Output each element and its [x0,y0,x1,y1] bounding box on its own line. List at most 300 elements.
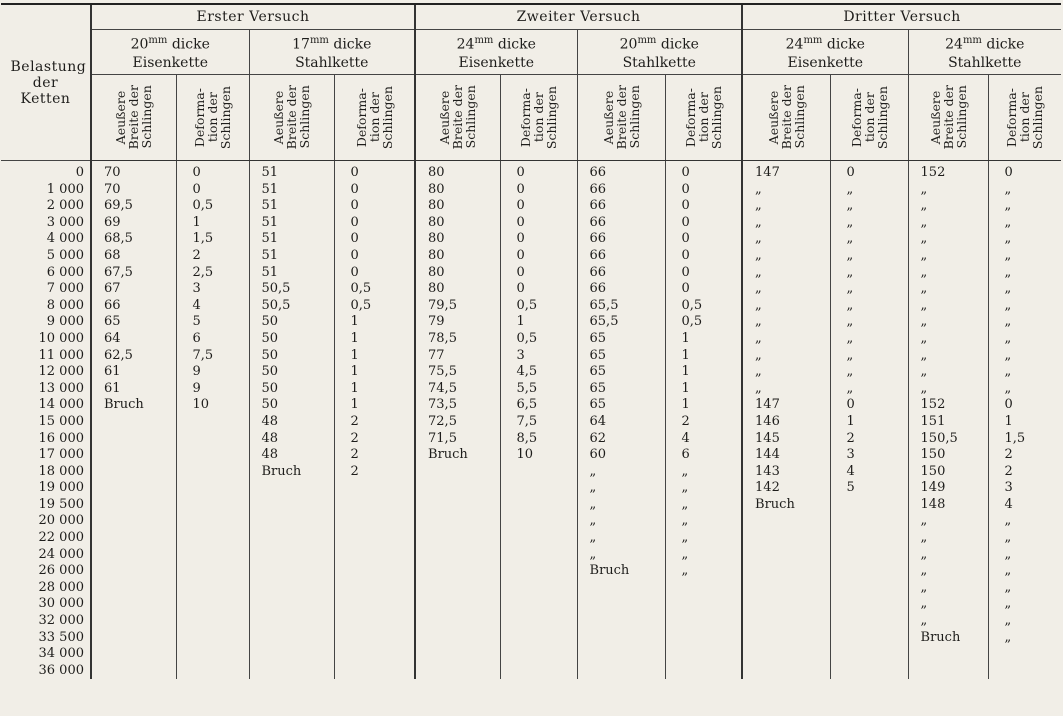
deform-cell: 0 [830,161,908,182]
deform-cell [500,630,577,647]
width-cell: „ [742,265,830,282]
deform-cell [334,530,415,547]
width-cell: 64 [577,414,665,431]
deform-cell: 0 [500,231,577,248]
deform-cell: 1 [830,414,908,431]
group-header-3: Dritter Versuch [742,4,1061,30]
width-cell: 68 [91,248,176,265]
chain-size-line [578,31,742,55]
deform-cell: 0,5 [500,331,577,348]
width-cell: „ [742,198,830,215]
width-cell: Bruch [742,497,830,514]
table-row [1,464,1061,481]
deform-cell: 0 [665,248,742,265]
deform-cell [334,513,415,530]
deform-cell [176,480,249,497]
width-cell: 66 [577,265,665,282]
deform-cell [500,580,577,597]
deform-cell [176,613,249,630]
chain-header-1 [91,30,249,75]
deform-cell: 1 [334,381,415,398]
deform-cell: „ [988,314,1061,331]
width-cell: „ [742,331,830,348]
deform-cell [830,596,908,613]
width-cell: 66 [577,281,665,298]
deform-cell [176,447,249,464]
width-cell [415,646,500,663]
deform-cell: 0 [665,161,742,182]
table-row [1,563,1061,580]
chain-header-row [1,30,1061,75]
deform-cell [176,630,249,647]
width-cell: 150 [908,447,988,464]
deform-cell [988,646,1061,663]
deform-cell: „ [988,530,1061,547]
load-cell: 6 000 [46,264,84,280]
width-cell [249,563,334,580]
table-row [1,281,1061,298]
width-cell: 48 [249,431,334,448]
load-cell: 19 000 [38,480,84,496]
width-cell: 65 [577,331,665,348]
chain-header-5 [742,30,908,75]
table-row [1,663,1061,680]
width-cell: 69 [91,215,176,232]
width-cell: 80 [415,231,500,248]
table-row [1,630,1061,647]
deform-cell [830,663,908,680]
width-cell: „ [742,182,830,199]
load-column-header [1,4,91,161]
deform-cell: 0 [176,182,249,199]
width-cell: „ [742,348,830,365]
table-row [1,215,1061,232]
width-cell: 65,5 [577,298,665,315]
load-header-text: Belastung der Ketten [10,58,87,107]
deform-cell: 0 [334,215,415,232]
deform-cell [176,513,249,530]
deform-cell: 1 [500,314,577,331]
deform-cell: „ [988,182,1061,199]
width-cell: „ [908,198,988,215]
width-subheader-2 [249,75,334,161]
deform-subheader-6 [988,75,1061,161]
width-cell: 145 [742,431,830,448]
deform-cell: „ [988,364,1061,381]
chain-type: Eisenkette [132,55,208,72]
width-cell [742,563,830,580]
deform-cell: 1 [176,215,249,232]
deform-cell [176,580,249,597]
deform-cell: „ [988,563,1061,580]
load-cell: 3 000 [46,214,84,230]
width-cell: 142 [742,480,830,497]
width-cell [415,630,500,647]
width-cell: 152 [908,161,988,182]
deform-label: Deforma- tion der Schlingen [682,85,724,150]
deform-cell: 4 [988,497,1061,514]
deform-cell: „ [988,298,1061,315]
width-cell: „ [908,265,988,282]
width-cell [742,630,830,647]
deform-label: Deforma- tion der Schlingen [848,85,890,150]
width-cell [249,513,334,530]
width-cell: 78,5 [415,331,500,348]
deform-cell: „ [988,231,1061,248]
width-cell [91,547,176,564]
deform-cell [500,530,577,547]
width-cell [249,646,334,663]
table-row [1,596,1061,613]
width-cell: 62 [577,431,665,448]
width-cell: 70 [91,182,176,199]
deform-cell: 2 [334,414,415,431]
deform-cell [334,580,415,597]
deform-cell: 2 [334,431,415,448]
subcolumn-header-row [1,75,1061,161]
width-cell [249,613,334,630]
deform-cell [830,580,908,597]
deform-cell [334,646,415,663]
load-cell: 2 000 [46,198,84,214]
width-cell: 149 [908,480,988,497]
table-row [1,397,1061,414]
width-cell [249,530,334,547]
load-cell: 4 000 [46,231,84,247]
deform-cell: „ [665,547,742,564]
deform-cell: „ [988,248,1061,265]
width-cell: „ [908,281,988,298]
width-cell [577,580,665,597]
width-cell: 50,5 [249,298,334,315]
load-cell: 10 000 [38,330,84,346]
load-cell: 18 000 [38,463,84,479]
width-cell: 80 [415,182,500,199]
deform-cell: 6 [176,331,249,348]
width-cell [249,547,334,564]
width-cell [742,613,830,630]
deform-cell: 8,5 [500,431,577,448]
width-cell: 80 [415,248,500,265]
width-cell: 66 [577,231,665,248]
deform-cell: „ [830,331,908,348]
width-cell: 50 [249,381,334,398]
width-cell: 72,5 [415,414,500,431]
width-cell [91,464,176,481]
deform-cell [334,596,415,613]
deform-cell: „ [988,381,1061,398]
load-cell: 15 000 [38,413,84,429]
deform-cell [500,464,577,481]
width-cell [91,646,176,663]
deform-cell: 1 [334,348,415,365]
deform-cell: 0 [988,161,1061,182]
width-cell: „ [577,464,665,481]
width-cell: 147 [742,397,830,414]
chain-size: 20 [619,36,638,53]
deform-cell: „ [988,281,1061,298]
width-cell [415,497,500,514]
width-cell [415,563,500,580]
width-cell [91,580,176,597]
width-cell: 71,5 [415,431,500,448]
width-cell: „ [742,298,830,315]
deform-subheader-1 [176,75,249,161]
deform-cell: 7,5 [176,348,249,365]
deform-cell: „ [665,480,742,497]
width-cell: 67 [91,281,176,298]
deform-cell: 0 [665,265,742,282]
width-cell: 51 [249,182,334,199]
width-cell [742,646,830,663]
deform-cell: 0 [334,231,415,248]
width-cell: 50 [249,331,334,348]
width-cell: „ [908,596,988,613]
deform-cell: „ [830,265,908,282]
width-cell: 150 [908,464,988,481]
deform-cell: „ [665,563,742,580]
width-cell: „ [908,547,988,564]
width-cell: 51 [249,248,334,265]
width-cell: 51 [249,231,334,248]
deform-cell [988,663,1061,680]
width-cell: 147 [742,161,830,182]
deform-cell [830,613,908,630]
width-cell: „ [908,182,988,199]
load-cell: 12 000 [38,364,84,380]
deform-cell: 0 [334,248,415,265]
chain-thickness-word: dicke [981,36,1025,53]
deform-cell [176,431,249,448]
width-cell: Bruch [577,563,665,580]
deform-cell: „ [830,281,908,298]
width-cell [577,663,665,680]
chain-size-line [909,31,1062,55]
width-cell: „ [908,348,988,365]
table-row [1,613,1061,630]
deform-cell: „ [665,530,742,547]
width-cell [415,613,500,630]
table-row [1,381,1061,398]
width-cell [908,663,988,680]
deform-cell [500,547,577,564]
deform-cell: 0 [830,397,908,414]
width-cell: „ [908,331,988,348]
width-cell: „ [577,513,665,530]
width-cell: 65 [577,348,665,365]
table-row [1,547,1061,564]
width-cell: 51 [249,265,334,282]
width-cell: 80 [415,265,500,282]
width-cell: 75,5 [415,364,500,381]
table-row [1,161,1061,182]
width-cell: 65 [577,381,665,398]
deform-cell: 0,5 [665,314,742,331]
deform-cell: 10 [176,397,249,414]
deform-cell: „ [988,513,1061,530]
width-cell: 64 [91,331,176,348]
deform-cell: „ [988,198,1061,215]
table-row [1,447,1061,464]
load-cell: 34 000 [38,646,84,662]
deform-cell: „ [830,298,908,315]
deform-cell: 2 [176,248,249,265]
table-row [1,497,1061,514]
deform-cell [500,480,577,497]
deform-cell [176,663,249,680]
chain-size: 24 [785,36,804,53]
width-label: Aeußere Breite der Schlingen [271,85,312,150]
width-cell: 68,5 [91,231,176,248]
width-cell: „ [742,281,830,298]
deform-cell [665,613,742,630]
load-cell: 9 000 [46,314,84,330]
table-row [1,265,1061,282]
deform-cell [334,663,415,680]
deform-cell [500,663,577,680]
width-cell: Bruch [908,630,988,647]
deform-cell: 3 [830,447,908,464]
load-cell: 36 000 [38,662,84,678]
width-cell: „ [577,497,665,514]
deform-cell: 5,5 [500,381,577,398]
deform-cell: 1 [988,414,1061,431]
deform-label: Deforma- tion der Schlingen [192,85,233,150]
width-cell: „ [908,563,988,580]
width-label: Aeußere Breite der Schlingen [927,85,969,150]
width-cell: 80 [415,161,500,182]
deform-cell: 0 [500,198,577,215]
deform-cell: 1 [334,397,415,414]
deform-cell: 2 [830,431,908,448]
deform-cell [334,630,415,647]
width-label: Aeußere Breite der Schlingen [765,85,807,150]
chain-type: Eisenkette [787,55,864,72]
width-cell: 80 [415,198,500,215]
deform-cell: 5 [830,480,908,497]
width-cell: 65 [577,364,665,381]
load-cell: 32 000 [38,613,84,629]
width-cell [415,480,500,497]
width-cell: 69,5 [91,198,176,215]
chain-size: 17 [292,36,310,53]
width-cell [91,414,176,431]
deform-cell: 1,5 [988,431,1061,448]
width-cell: 80 [415,215,500,232]
deform-cell [176,596,249,613]
deform-cell [665,663,742,680]
deform-cell [500,513,577,530]
deform-cell: „ [665,497,742,514]
chain-thickness-word: dicke [656,36,699,53]
chain-thickness-word: dicke [328,36,372,53]
deform-subheader-5 [830,75,908,161]
deform-cell: „ [830,248,908,265]
load-cell: 13 000 [38,380,84,396]
width-cell: 51 [249,215,334,232]
table-row [1,231,1061,248]
table-row [1,414,1061,431]
deform-cell: 2,5 [176,265,249,282]
deform-cell [176,646,249,663]
load-cell: 0 [75,165,84,180]
width-cell [91,630,176,647]
deform-cell [500,596,577,613]
width-cell [742,596,830,613]
deform-cell: 0 [334,161,415,182]
width-cell: 66 [577,248,665,265]
width-cell: 67,5 [91,265,176,282]
chain-size-line [92,31,249,55]
chain-size-line [743,31,908,55]
deform-cell: 3 [176,281,249,298]
width-cell: 150,5 [908,431,988,448]
width-cell [577,646,665,663]
deform-label: Deforma- tion der Schlingen [1004,85,1046,150]
deform-subheader-4 [665,75,742,161]
chain-test-table [1,3,1061,679]
width-subheader-5 [742,75,830,161]
width-cell [249,596,334,613]
deform-cell [500,497,577,514]
deform-cell [830,497,908,514]
deform-cell [334,497,415,514]
width-cell: 62,5 [91,348,176,365]
width-cell: Bruch [415,447,500,464]
deform-cell: „ [830,182,908,199]
chain-unit: mm [962,34,982,46]
deform-cell: 2 [334,464,415,481]
deform-cell: „ [988,331,1061,348]
width-cell: 66 [577,198,665,215]
width-label: Aeußere Breite der Schlingen [113,85,155,150]
load-cell: 7 000 [46,281,84,297]
table-row [1,480,1061,497]
chain-unit: mm [148,34,168,46]
table-row [1,331,1061,348]
table-row [1,348,1061,365]
deform-cell: 3 [500,348,577,365]
table-row [1,198,1061,215]
width-cell [249,580,334,597]
width-cell: 50 [249,348,334,365]
width-cell: 66 [91,298,176,315]
width-cell: „ [742,231,830,248]
deform-cell: 2 [988,464,1061,481]
deform-cell [176,530,249,547]
width-cell: 50 [249,314,334,331]
chain-size-line [250,31,415,55]
table-body [1,161,1061,680]
chain-header-3 [415,30,577,75]
load-cell: 28 000 [38,579,84,595]
width-cell [415,513,500,530]
width-cell: 79 [415,314,500,331]
deform-cell: 4 [830,464,908,481]
load-cell: 24 000 [38,546,84,562]
chain-thickness-word: dicke [167,36,210,53]
width-cell [91,431,176,448]
width-cell: 50 [249,364,334,381]
width-cell [742,530,830,547]
width-cell: „ [908,513,988,530]
deform-cell: „ [830,314,908,331]
deform-cell [176,497,249,514]
deform-cell: 0 [665,182,742,199]
deform-cell: 10 [500,447,577,464]
width-cell [91,497,176,514]
width-subheader-3 [415,75,500,161]
